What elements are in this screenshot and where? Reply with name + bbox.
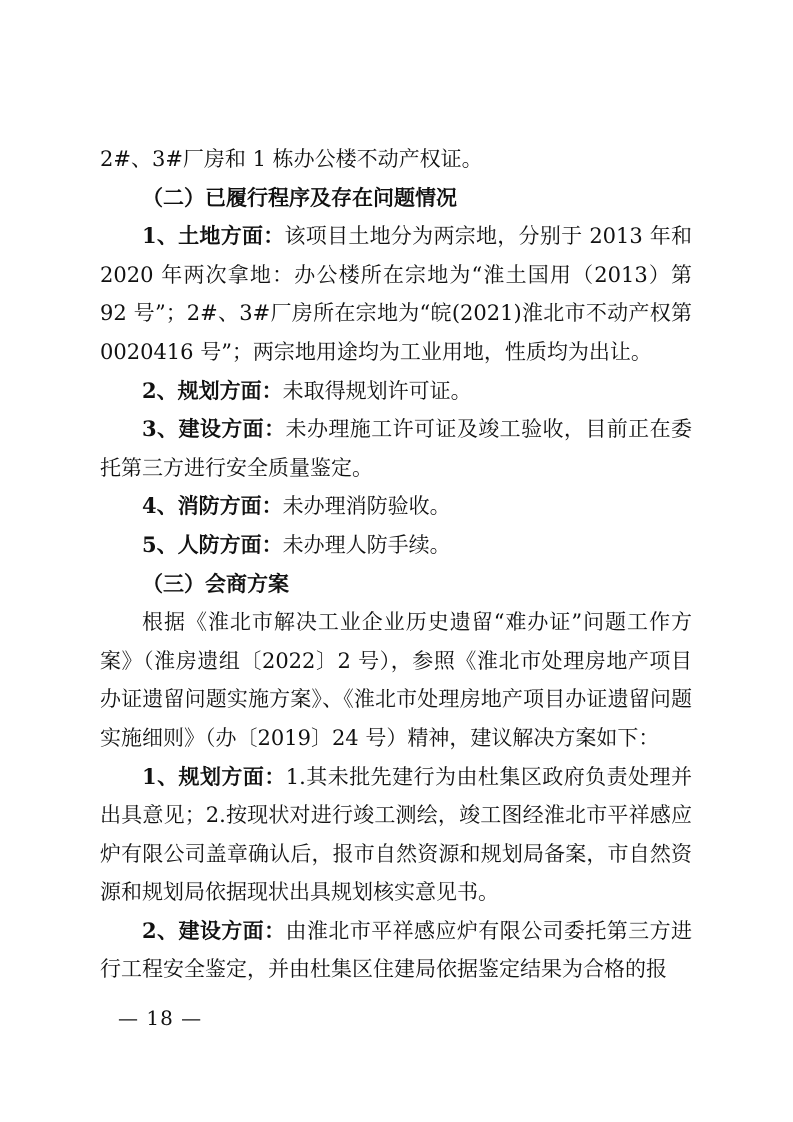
- section-heading-2: （二）已履行程序及存在问题情况: [142, 184, 457, 210]
- paragraph-label: 3、建设方面：: [142, 416, 286, 442]
- paragraph-label: 2、建设方面：: [142, 917, 286, 943]
- paragraph-text: 该项目土地分为两宗地，分别于 2013 年和 2020 年两次拿地：办公楼所在宗地为“淮土国用（2013）第 92 号”；2#、3#厂房所在宗地为“皖(2021)淮北市不动产权第 0020416 号”；两宗地用途均为工业用地，性质均为出让。: [100, 224, 692, 364]
- document-body: [100, 140, 692, 989]
- paragraph-text: 未办理人防手续。: [282, 532, 451, 557]
- paragraph-basis: 根据《淮北市解决工业企业历史遗留“难办证”问题工作方案》（淮房遗组〔2022〕2 号），参照《淮北市处理房地产项目办证遗留问题实施方案》、《淮北市处理房地产项目办证遗留问题实施细则》（办〔2019〕24 号）精神，建议解决方案如下：: [100, 610, 692, 750]
- paragraph-text: 1.其未批先建行为由杜集区政府负责处理并出具意见；2.按现状对进行竣工测绘，竣工图经淮北市平祥感应炉有限公司盖章确认后，报市自然资源和规划局备案，市自然资源和规划局依据现状出具规划核实意见书。: [100, 764, 692, 905]
- paragraph-text: 未办理消防验收。: [282, 494, 451, 519]
- page-number: — 18 —: [118, 1006, 203, 1030]
- paragraph-label: 2、规划方面：: [142, 377, 283, 403]
- paragraph-label: 5、人防方面：: [142, 531, 283, 557]
- paragraph-land: [100, 217, 692, 371]
- paragraph-text: 未取得规划许可证。: [282, 378, 472, 403]
- paragraph-fire: [100, 487, 692, 526]
- paragraph-label: 4、消防方面：: [142, 493, 283, 519]
- paragraph-label: 1、土地方面：: [142, 223, 285, 249]
- paragraph-civil-defense: [100, 526, 692, 565]
- paragraph-1: 2#、3#厂房和 1 栋办公楼不动产权证。: [100, 147, 483, 171]
- paragraph-text: 未办理施工许可证及竣工验收，目前正在委托第三方进行安全质量鉴定。: [100, 417, 692, 480]
- paragraph-planning: [100, 372, 692, 411]
- section-heading-3: （三）会商方案: [142, 570, 289, 596]
- paragraph-text: 由淮北市平祥感应炉有限公司委托第三方进行工程安全鉴定，并由杜集区住建局依据鉴定结果为合格的报: [100, 918, 692, 982]
- paragraph-construction-solution: [100, 912, 692, 989]
- paragraph-label: 1、规划方面：: [142, 763, 286, 789]
- paragraph-planning-solution: [100, 758, 692, 912]
- paragraph-construction: [100, 410, 692, 487]
